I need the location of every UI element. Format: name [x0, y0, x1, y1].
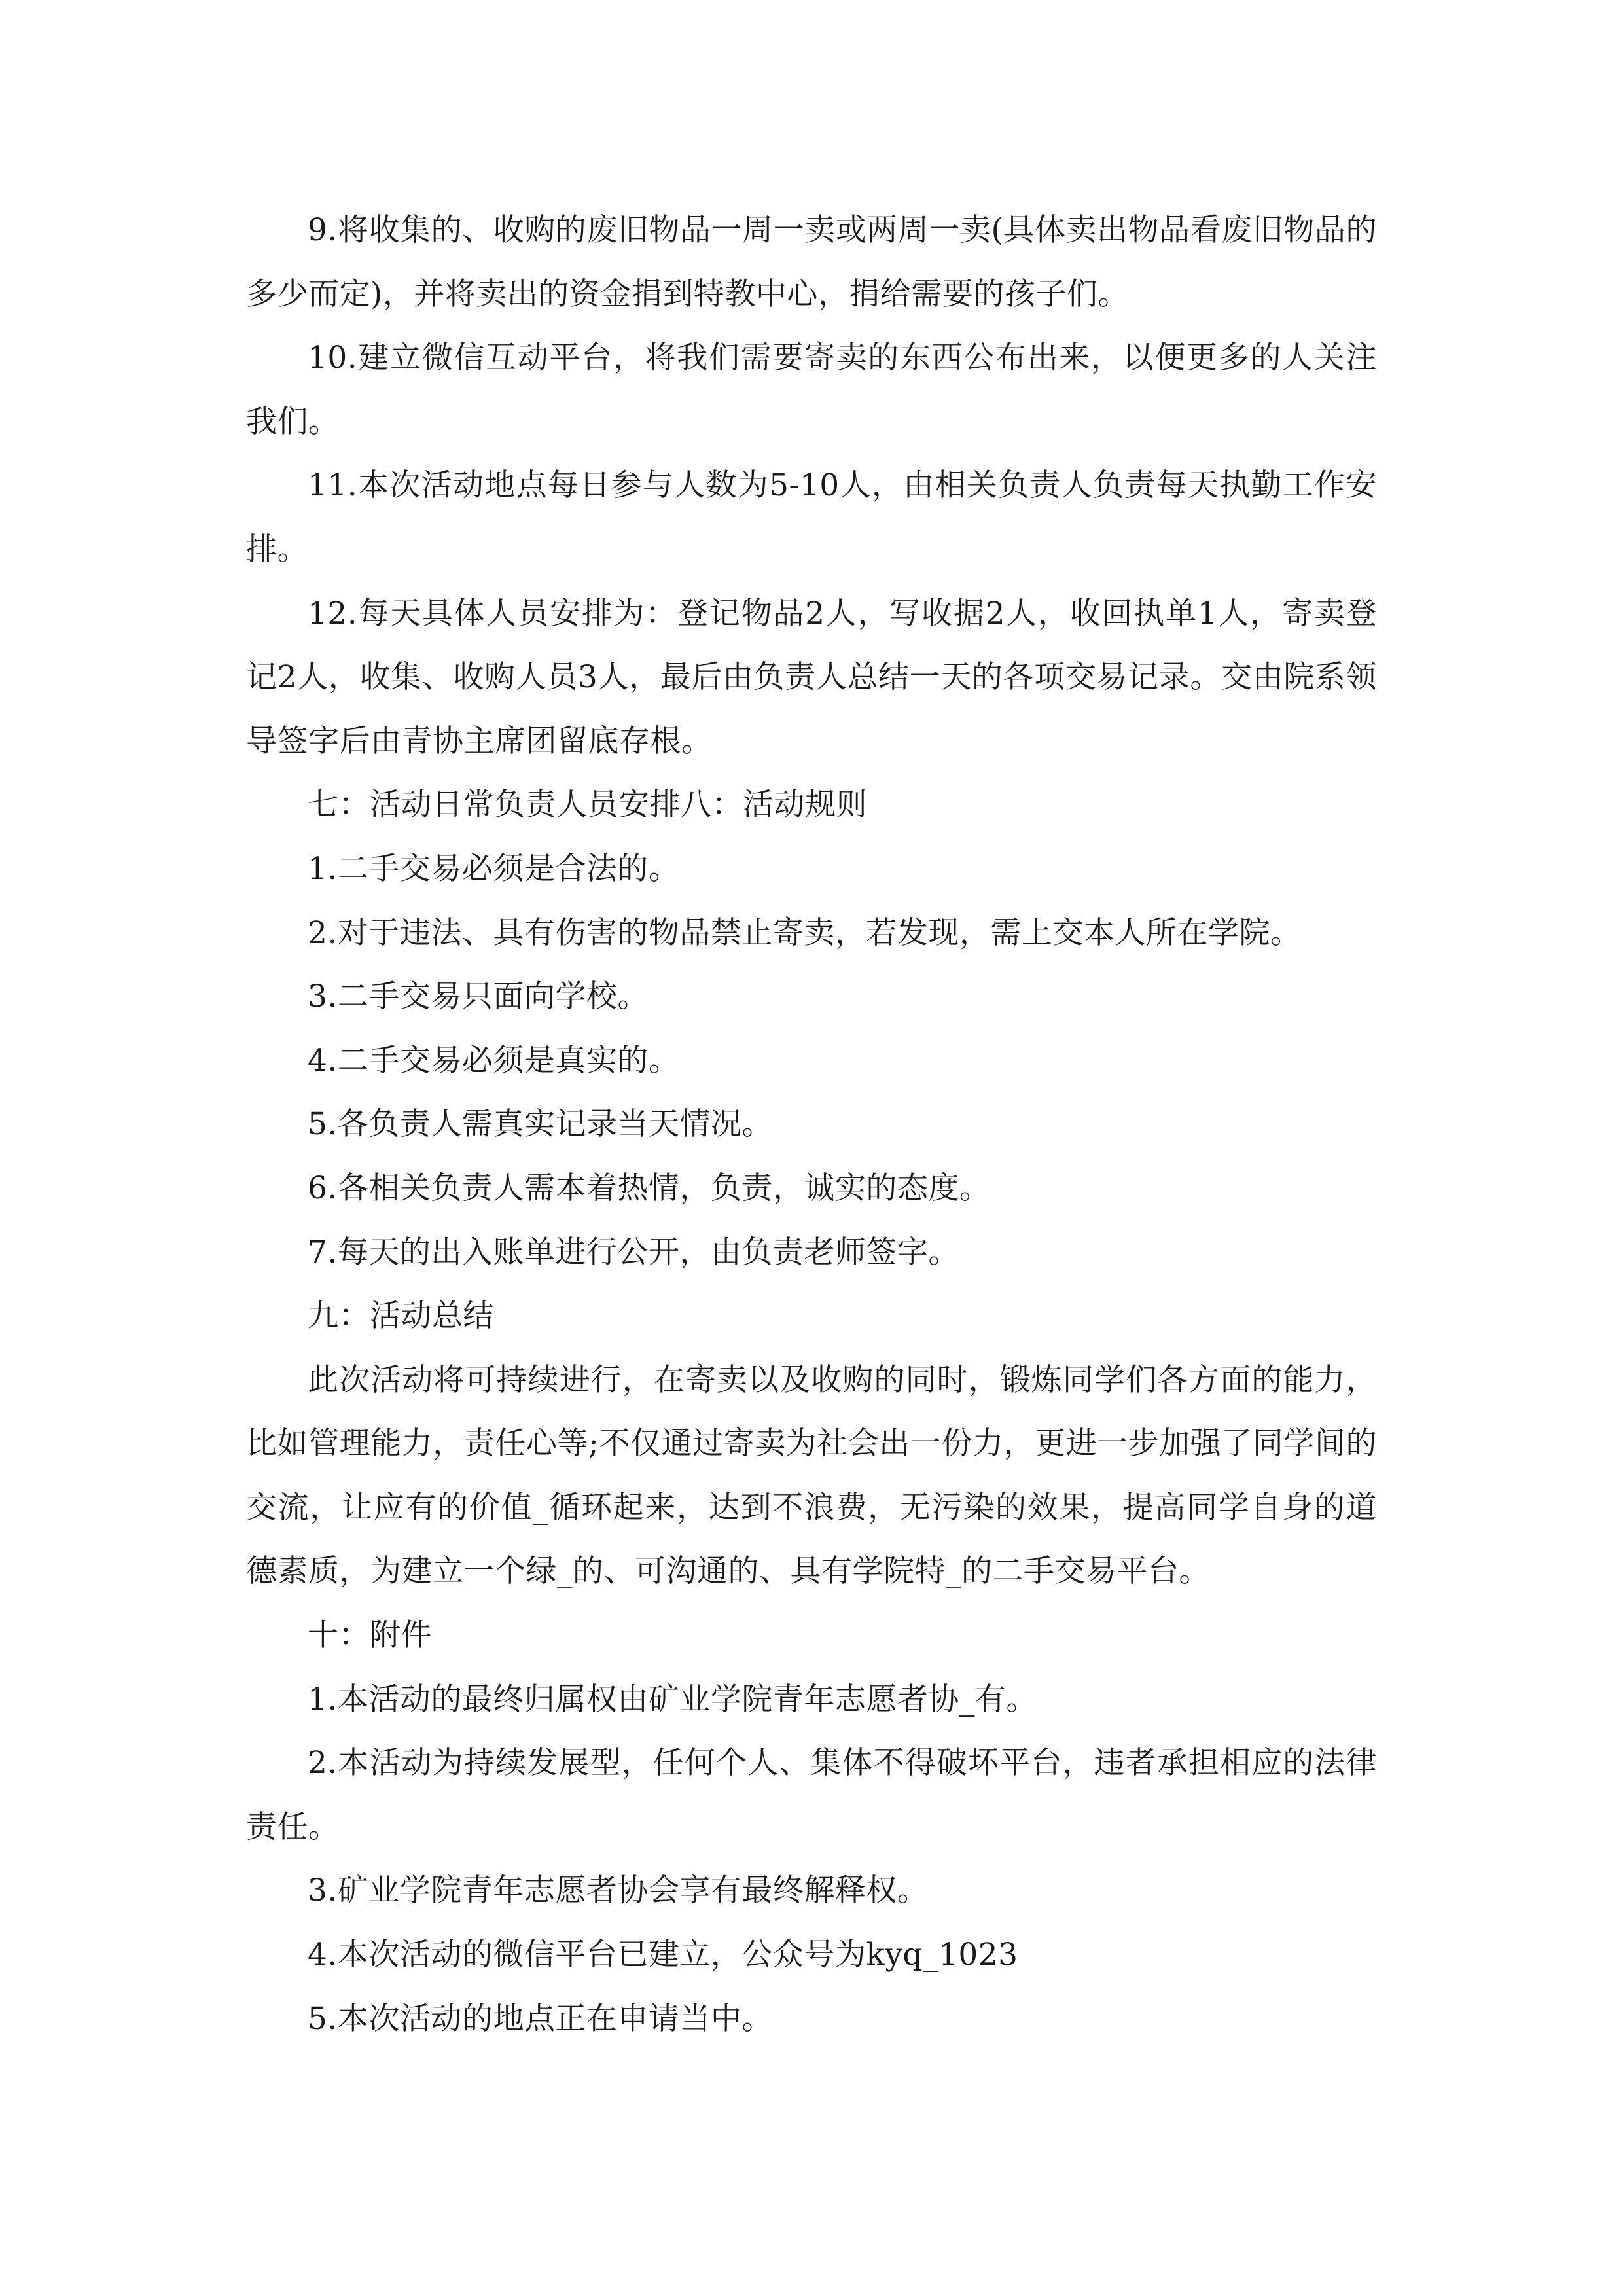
appendix-item-3: 3.矿业学院青年志愿者协会享有最终解释权。: [308, 1873, 929, 1909]
rule-item-4: 4.二手交易必须是真实的。: [308, 1042, 680, 1079]
rule-item-1: 1.二手交易必须是合法的。: [308, 850, 680, 887]
appendix-item-1: 1.本活动的最终归属权由矿业学院青年志愿者协_有。: [308, 1681, 1037, 1717]
summary-paragraph: 此次活动将可持续进行，在寄卖以及收购的同时，锻炼同学们各方面的能力，比如管理能力，责任心等;不仅通过寄卖为社会出一份力，更进一步加强了同学间的交流，让应有的价值_循环起来，达到不浪费，无污染的效果，提高同学自身的道德素质，为建立一个绿_的、可沟通的、具有学院特_的二手交易平台。: [246, 1361, 1377, 1590]
rule-item-3: 3.二手交易只面向学校。: [308, 978, 649, 1015]
appendix-item-5: 5.本次活动的地点正在申请当中。: [308, 2000, 773, 2037]
section-heading-ten: 十：附件: [308, 1617, 432, 1654]
paragraph-item-11: 11.本次活动地点每日参与人数为5-10人，由相关负责人负责每天执勤工作安排。: [246, 467, 1377, 567]
paragraph-item-10: 10.建立微信互动平台，将我们需要寄卖的东西公布出来，以便更多的人关注我们。: [246, 340, 1377, 440]
rule-item-5: 5.各负责人需真实记录当天情况。: [308, 1106, 773, 1143]
rule-item-6: 6.各相关负责人需本着热情，负责，诚实的态度。: [308, 1170, 991, 1206]
document-body: [246, 198, 1377, 2051]
rule-item-7: 7.每天的出入账单进行公开，由负责老师签字。: [308, 1234, 959, 1270]
section-heading-seven-eight: 七：活动日常负责人员安排八：活动规则: [308, 787, 867, 823]
paragraph-item-9: 9.将收集的、收购的废旧物品一周一卖或两周一卖(具体卖出物品看废旧物品的多少而定)，并将卖出的资金捐到特教中心，捐给需要的孩子们。: [246, 212, 1377, 312]
document-page: [246, 0, 1377, 2296]
rule-item-2: 2.对于违法、具有伤害的物品禁止寄卖，若发现，需上交本人所在学院。: [308, 914, 1302, 951]
appendix-item-2: 2.本活动为持续发展型，任何个人、集体不得破坏平台，违者承担相应的法律责任。: [246, 1745, 1377, 1845]
section-heading-nine: 九：活动总结: [308, 1298, 494, 1335]
appendix-item-4: 4.本次活动的微信平台已建立，公众号为kyq_1023: [308, 1937, 1018, 1973]
paragraph-item-12: 12.每天具体人员安排为：登记物品2人，写收据2人，收回执单1人，寄卖登记2人，收集、收购人员3人，最后由负责人总结一天的各项交易记录。交由院系领导签字后由青协主席团留底存根。: [246, 595, 1377, 759]
